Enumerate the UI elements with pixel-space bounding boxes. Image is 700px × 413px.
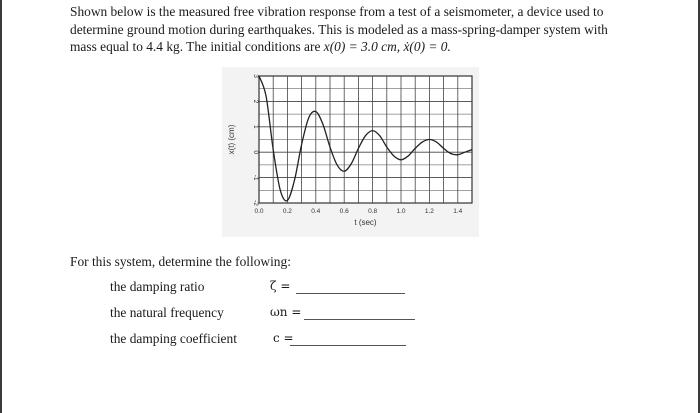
y-tick-label: 1 xyxy=(252,124,259,129)
problem-line-3-text: mass equal to 4.4 kg. The initial conditions are xyxy=(70,39,324,54)
y-tick-label: 3 xyxy=(252,74,259,78)
left-border xyxy=(0,0,2,413)
initial-displacement: x(0) = 3.0 cm, xyxy=(323,39,401,54)
x-tick-label: 0.0 xyxy=(254,208,264,215)
y-tick-label: 0 xyxy=(252,150,259,155)
question-label: the damping ratio xyxy=(110,279,205,294)
natural-frequency-answer-line[interactable] xyxy=(304,319,415,320)
y-tick-label: 2 xyxy=(252,99,259,104)
question-label: the natural frequency xyxy=(110,305,224,320)
problem-line-2: determine ground motion during earthquakes. This is modeled as a mass-spring-damper system with xyxy=(70,21,608,37)
x-tick-label: 0.6 xyxy=(339,208,349,215)
response-chart xyxy=(222,67,479,237)
x-tick-label: 0.4 xyxy=(311,208,321,215)
y-axis-label: x(t) (cm) xyxy=(227,124,236,155)
damping-ratio-symbol: ζ = xyxy=(270,279,291,293)
problem-statement xyxy=(70,3,640,56)
initial-velocity: ẋ(0) = 0. xyxy=(403,39,451,54)
problem-line-1: Shown below is the measured free vibration response from a test of a seismometer, a device used to xyxy=(70,4,604,19)
x-axis-label: t (sec) xyxy=(354,218,377,227)
damping-coefficient-symbol: c = xyxy=(273,331,294,345)
section-intro: For this system, determine the following: xyxy=(70,254,291,269)
x-tick-label: 1.0 xyxy=(396,208,406,215)
x-tick-label: 0.2 xyxy=(282,208,292,215)
question-label: the damping coefficient xyxy=(110,331,237,346)
damping-ratio-answer-line[interactable] xyxy=(296,293,405,294)
x-tick-label: 1.4 xyxy=(453,208,463,215)
natural-frequency-symbol: ωn = xyxy=(270,305,302,319)
damping-coefficient-answer-line[interactable] xyxy=(290,345,406,346)
problem-line-3 xyxy=(70,38,640,56)
y-tick-label: -1 xyxy=(252,174,259,181)
x-tick-label: 1.2 xyxy=(424,208,434,215)
x-tick-label: 0.8 xyxy=(368,208,378,215)
y-tick-label: -2 xyxy=(252,200,259,206)
response-chart-panel xyxy=(222,67,479,237)
chart-grid xyxy=(259,76,472,203)
